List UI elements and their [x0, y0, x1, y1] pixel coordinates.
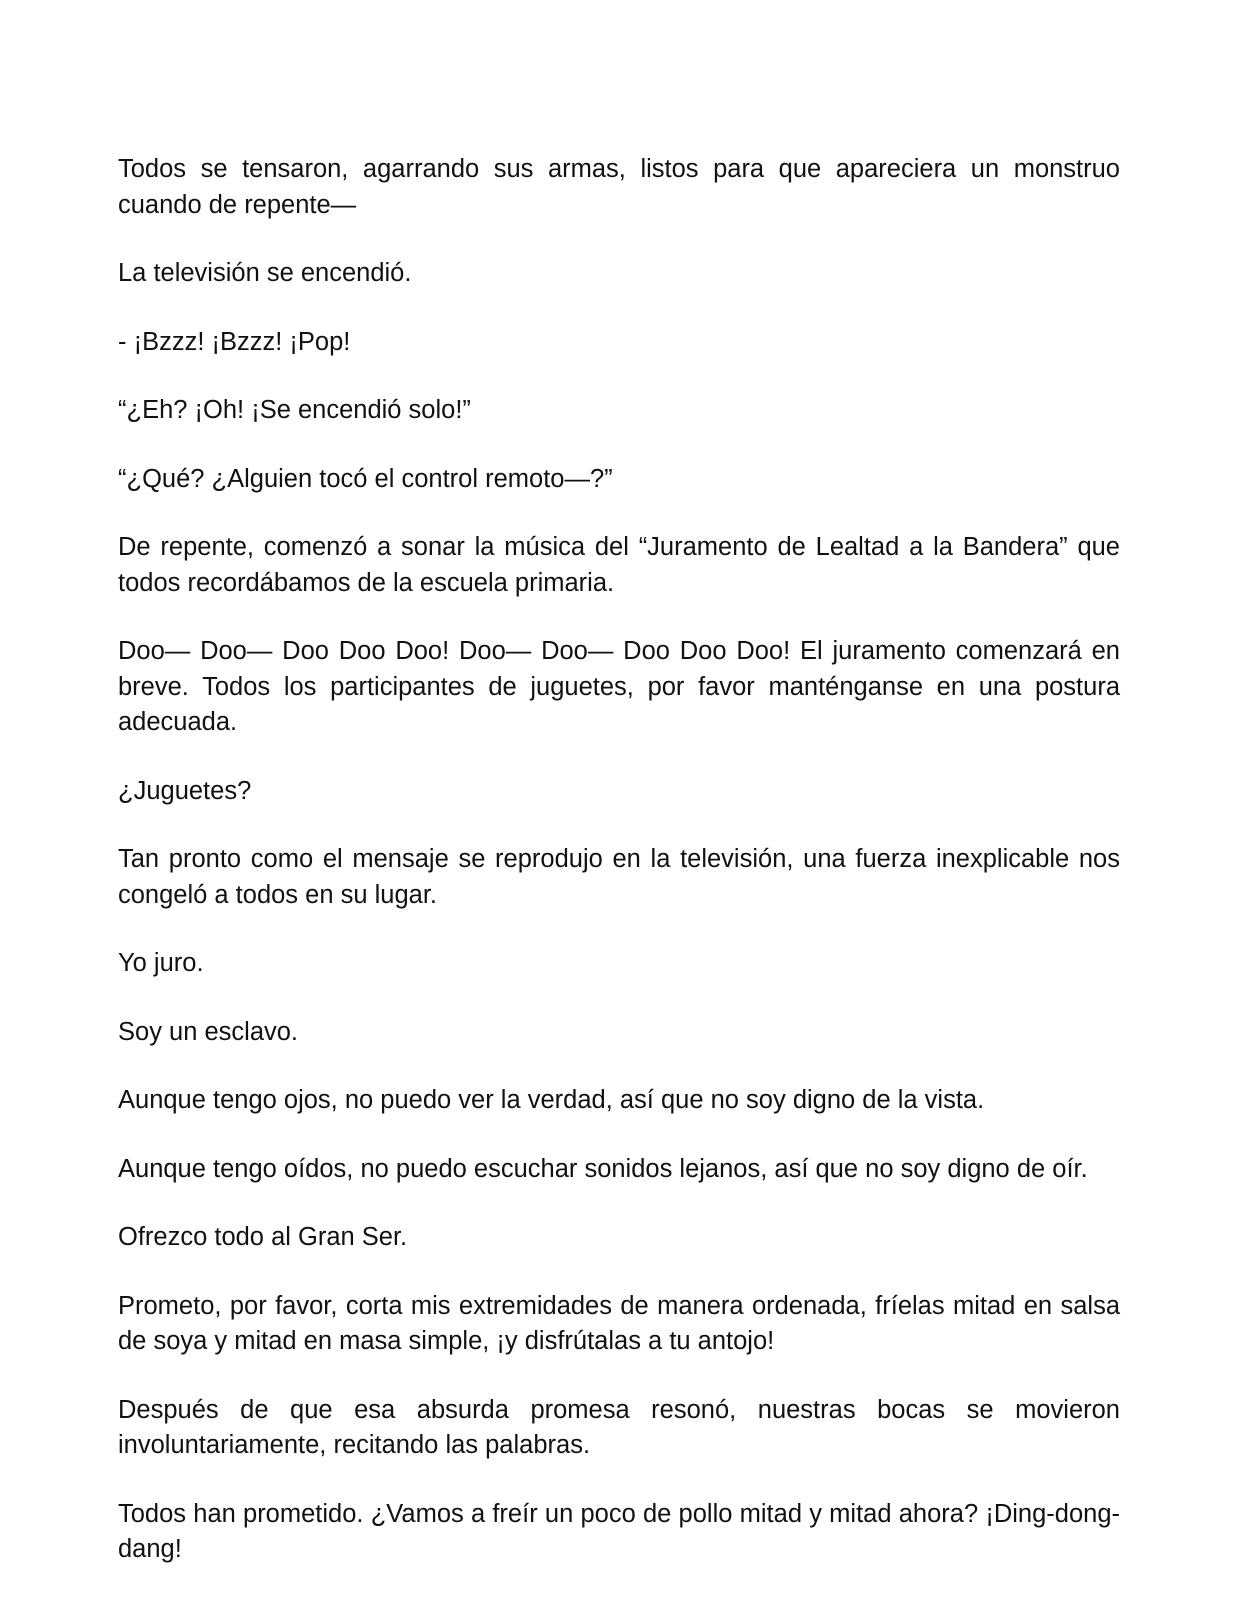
- paragraph: La televisión se encendió.: [118, 259, 412, 287]
- paragraph: Tan pronto como el mensaje se reprodujo en la televisión, una fuerza inexplicable nos congeló a todos en su lugar.: [118, 845, 1120, 909]
- paragraph: ¿Juguetes?: [118, 776, 252, 805]
- paragraph: - ¡Bzzz! ¡Bzzz! ¡Pop!: [118, 327, 351, 356]
- document-body: [118, 152, 1120, 1568]
- paragraph: Ofrezco todo al Gran Ser.: [118, 1223, 408, 1251]
- paragraph: Después de que esa absurda promesa resonó, nuestras bocas se movieron involuntariamente, recitando las palabras.: [118, 1395, 1120, 1459]
- paragraph: Todos se tensaron, agarrando sus armas, listos para que apareciera un monstruo cuando de repente—: [118, 155, 1120, 219]
- paragraph: Soy un esclavo.: [118, 1017, 299, 1046]
- paragraph: Aunque tengo ojos, no puedo ver la verdad, así que no soy digno de la vista.: [118, 1086, 985, 1114]
- paragraph: De repente, comenzó a sonar la música del “Juramento de Lealtad a la Bandera” que todos recordábamos de la escuela primaria.: [118, 533, 1120, 597]
- paragraph: “¿Eh? ¡Oh! ¡Se encendió solo!”: [118, 396, 471, 424]
- paragraph: Doo— Doo— Doo Doo Doo! Doo— Doo— Doo Doo Doo! El juramento comenzará en breve. Todos los participantes de juguetes, por favor manténganse en una postura adecuada.: [118, 637, 1120, 736]
- paragraph: Todos han prometido. ¿Vamos a freír un poco de pollo mitad y mitad ahora? ¡Ding-dong-dang!: [118, 1499, 1120, 1563]
- paragraph: Prometo, por favor, corta mis extremidades de manera ordenada, fríelas mitad en salsa de soya y mitad en masa simple, ¡y disfrútalas a tu antojo!: [118, 1291, 1120, 1355]
- paragraph: Aunque tengo oídos, no puedo escuchar sonidos lejanos, así que no soy digno de oír.: [118, 1154, 1088, 1183]
- paragraph: “¿Qué? ¿Alguien tocó el control remoto—?”: [118, 464, 613, 493]
- paragraph: Yo juro.: [118, 949, 204, 977]
